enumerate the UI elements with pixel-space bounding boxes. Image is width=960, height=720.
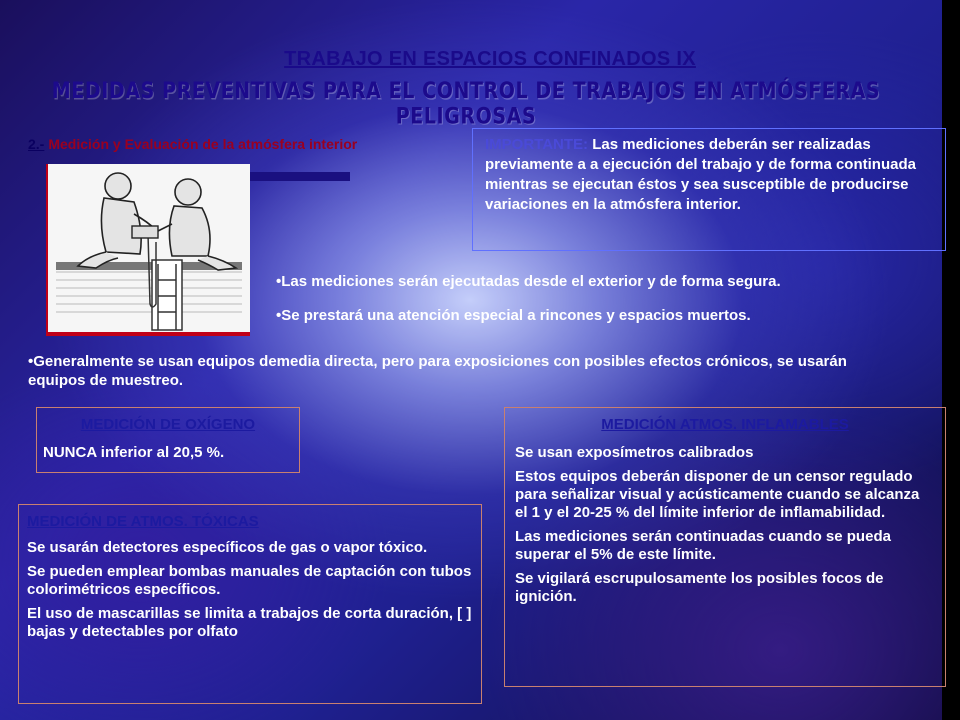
flammable-paragraph: Las mediciones serán continuadas cuando se pueda superar el 5% de este límite.	[515, 528, 891, 563]
section-heading	[28, 136, 357, 152]
section-number: 2.-	[28, 136, 45, 152]
flammable-paragraph: Se usan exposímetros calibrados	[515, 444, 754, 461]
oxygen-measurement-box	[36, 407, 300, 473]
oxygen-text: NUNCA inferior al 20,5 %.	[43, 444, 225, 461]
flammable-paragraph: Se vigilará escrupulosamente los posibles focos de ignición.	[515, 570, 884, 605]
toxic-heading: MEDICIÓN DE ATMOS. TÓXICAS	[27, 513, 259, 530]
workers-measuring-illustration	[46, 164, 250, 336]
important-note-box	[472, 128, 946, 251]
toxic-measurement-box	[18, 504, 482, 704]
flammable-measurement-box	[504, 407, 946, 687]
bullet-dead-spaces: •Se prestará una atención especial a rincones y espacios muertos.	[276, 307, 751, 324]
toxic-paragraph: El uso de mascarillas se limita a trabajos de corta duración, [ ] bajas y detectables por olfato	[27, 605, 472, 640]
oxygen-heading: MEDICIÓN DE OXÍGENO	[80, 416, 256, 433]
workers-illustration-drawing	[48, 164, 250, 332]
flammable-heading: MEDICIÓN ATMOS. INFLAMABLES	[601, 416, 849, 433]
toxic-paragraph: Se pueden emplear bombas manuales de captación con tubos colorimétricos específicos.	[27, 563, 472, 598]
page-subtitle: MEDIDAS PREVENTIVAS PARA EL CONTROL DE TRABAJOS EN ATMÓSFERAS PELIGROSAS	[51, 78, 881, 130]
important-label: IMPORTANTE:	[485, 136, 589, 153]
toxic-paragraph: Se usarán detectores específicos de gas o vapor tóxico.	[27, 539, 428, 556]
section-label: Medición y Evaluación de la atmósfera interior	[48, 136, 358, 152]
important-text: Las mediciones deberán ser realizadas previamente a a ejecución del trabajo y de forma continuada mientras se ejecutan éstos y sea susceptible de producirse variaciones en la atmósfera interior.	[485, 136, 916, 213]
flammable-paragraph: Estos equipos deberán disponer de un censor regulado para señalizar visual y acústicamente cuando se alcanza el 1 y el 20-25 % del límite inferior de inflamabilidad.	[515, 468, 920, 521]
divider-bar	[240, 172, 350, 181]
page-title: TRABAJO EN ESPACIOS CONFINADOS IX	[284, 48, 696, 70]
bullet-exterior-measurement: •Las mediciones serán ejecutadas desde el exterior y de forma segura.	[276, 273, 781, 290]
bullet-equipment-types: •Generalmente se usan equipos demedia directa, pero para exposiciones con posibles efectos crónicos, se usarán equipos de muestreo.	[28, 353, 847, 389]
